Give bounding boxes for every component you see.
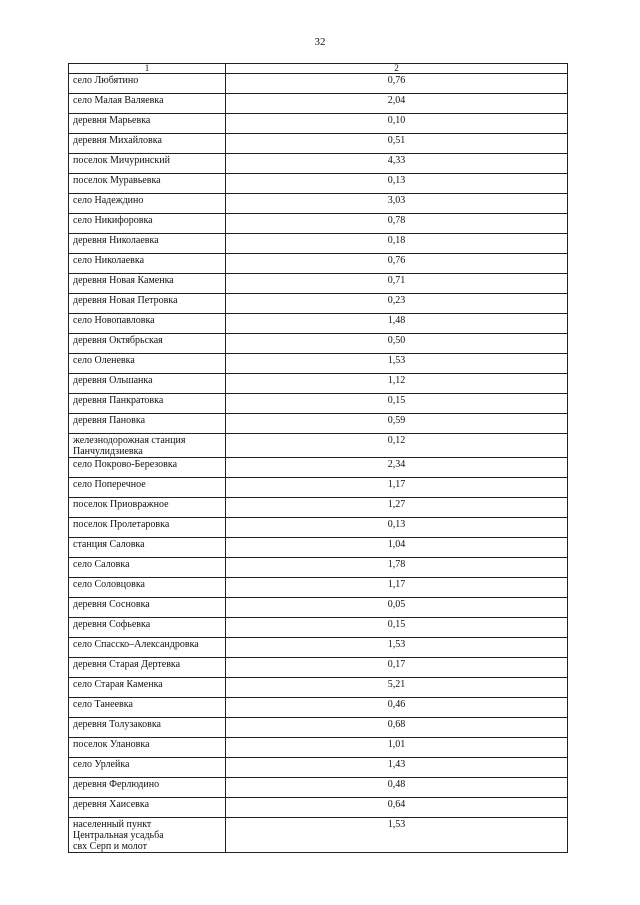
settlement-name-cell xyxy=(69,618,226,638)
settlement-value: 0,59 xyxy=(226,414,568,434)
settlement-name-cell xyxy=(69,458,226,478)
settlement-name-cell xyxy=(69,778,226,798)
settlement-value: 0,15 xyxy=(226,394,568,414)
settlement-value: 1,48 xyxy=(226,314,568,334)
settlement-value: 1,04 xyxy=(226,538,568,558)
settlement-value: 4,33 xyxy=(226,154,568,174)
settlement-name-cell xyxy=(69,394,226,414)
settlement-name-cell xyxy=(69,134,226,154)
settlement-value: 1,43 xyxy=(226,758,568,778)
settlement-value: 2,34 xyxy=(226,458,568,478)
settlement-name: населенный пункт xyxy=(73,819,152,830)
settlement-name-cell xyxy=(69,294,226,314)
settlement-name-cell xyxy=(69,558,226,578)
settlement-name: поселок Мичуринский xyxy=(73,155,170,166)
table-row xyxy=(69,678,568,698)
table-row xyxy=(69,578,568,598)
table-row xyxy=(69,718,568,738)
table-row xyxy=(69,434,568,458)
settlement-name: поселок Приовражное xyxy=(73,499,169,510)
settlement-name: село Малая Валяевка xyxy=(73,95,164,106)
table-row xyxy=(69,518,568,538)
settlement-value: 0,13 xyxy=(226,174,568,194)
settlement-value: 0,51 xyxy=(226,134,568,154)
table-row xyxy=(69,538,568,558)
settlement-value: 1,53 xyxy=(226,354,568,374)
settlement-name: деревня Октябрьская xyxy=(73,335,163,346)
settlement-value: 0,68 xyxy=(226,718,568,738)
settlement-value: 1,17 xyxy=(226,578,568,598)
settlement-name: деревня Панкратовка xyxy=(73,395,164,406)
settlement-name: деревня Николаевка xyxy=(73,235,159,246)
table-row xyxy=(69,778,568,798)
table-row xyxy=(69,658,568,678)
settlement-value: 5,21 xyxy=(226,678,568,698)
settlement-value: 0,23 xyxy=(226,294,568,314)
settlement-name-cell xyxy=(69,354,226,374)
settlement-name-cell xyxy=(69,678,226,698)
table-row xyxy=(69,94,568,114)
settlement-value: 0,78 xyxy=(226,214,568,234)
table-row xyxy=(69,234,568,254)
settlement-name: деревня Софьевка xyxy=(73,619,151,630)
settlement-name-cell xyxy=(69,434,226,458)
table-row xyxy=(69,134,568,154)
settlement-name: село Покрово-Березовка xyxy=(73,459,178,470)
settlement-name: деревня Новая Каменка xyxy=(73,275,174,286)
table-row xyxy=(69,618,568,638)
table-row xyxy=(69,818,568,853)
settlement-name-cell xyxy=(69,758,226,778)
settlement-name: село Никифоровка xyxy=(73,215,153,226)
settlement-name: поселок Пролетаровка xyxy=(73,519,170,530)
settlement-value: 3,03 xyxy=(226,194,568,214)
settlement-name-cell xyxy=(69,174,226,194)
settlement-value: 2,04 xyxy=(226,94,568,114)
column-header-2: 2 xyxy=(226,64,568,74)
settlement-name-cell xyxy=(69,314,226,334)
settlement-name-cell xyxy=(69,538,226,558)
settlement-value: 0,17 xyxy=(226,658,568,678)
settlement-value: 0,13 xyxy=(226,518,568,538)
settlement-name-cell xyxy=(69,334,226,354)
settlement-name-cell xyxy=(69,114,226,134)
settlement-name: село Оленевка xyxy=(73,355,135,366)
settlement-name-cell xyxy=(69,94,226,114)
table-row xyxy=(69,798,568,818)
settlement-name-cell xyxy=(69,718,226,738)
settlement-name-cell xyxy=(69,214,226,234)
settlement-name-cell xyxy=(69,254,226,274)
table-row xyxy=(69,478,568,498)
settlement-value: 0,05 xyxy=(226,598,568,618)
table-row xyxy=(69,254,568,274)
settlement-value: 0,48 xyxy=(226,778,568,798)
settlement-value: 1,01 xyxy=(226,738,568,758)
settlement-name-cell xyxy=(69,154,226,174)
settlement-value: 1,53 xyxy=(226,638,568,658)
settlement-name-cell xyxy=(69,274,226,294)
settlement-value: 1,17 xyxy=(226,478,568,498)
settlement-value: 0,76 xyxy=(226,254,568,274)
table-row xyxy=(69,394,568,414)
settlement-name-cell xyxy=(69,414,226,434)
settlement-name-cell xyxy=(69,578,226,598)
column-header-1: 1 xyxy=(69,64,226,74)
settlement-name: деревня Ольшанка xyxy=(73,375,153,386)
settlement-name: деревня Хаисевка xyxy=(73,799,150,810)
settlement-name: село Танеевка xyxy=(73,699,133,710)
settlement-name-cell xyxy=(69,498,226,518)
table-row xyxy=(69,214,568,234)
settlement-name-cell xyxy=(69,818,226,853)
settlement-name-cell xyxy=(69,698,226,718)
settlement-value: 0,46 xyxy=(226,698,568,718)
settlement-name: поселок Муравьевка xyxy=(73,175,161,186)
settlement-value: 1,27 xyxy=(226,498,568,518)
settlement-name-cell xyxy=(69,194,226,214)
settlement-value: 1,53 xyxy=(226,818,568,853)
settlement-name: Центральная усадьба xyxy=(73,830,164,841)
table-body xyxy=(69,74,568,853)
settlement-value: 0,15 xyxy=(226,618,568,638)
settlement-name: деревня Старая Дертевка xyxy=(73,659,181,670)
settlement-name-cell xyxy=(69,738,226,758)
settlement-name: деревня Толузаковка xyxy=(73,719,161,730)
table-row xyxy=(69,414,568,434)
settlement-name: село Поперечное xyxy=(73,479,146,490)
settlement-value: 0,10 xyxy=(226,114,568,134)
settlement-name: деревня Марьевка xyxy=(73,115,151,126)
table-row xyxy=(69,314,568,334)
settlements-table xyxy=(68,63,568,853)
settlement-value: 0,71 xyxy=(226,274,568,294)
table-row xyxy=(69,374,568,394)
settlement-value: 0,18 xyxy=(226,234,568,254)
settlement-name-cell xyxy=(69,638,226,658)
table-row xyxy=(69,758,568,778)
table-header-row xyxy=(69,64,568,74)
settlement-value: 0,76 xyxy=(226,74,568,94)
settlement-name: поселок Улановка xyxy=(73,739,150,750)
settlement-name: деревня Сосновка xyxy=(73,599,150,610)
settlement-value: 1,12 xyxy=(226,374,568,394)
table-row xyxy=(69,174,568,194)
settlement-value: 0,64 xyxy=(226,798,568,818)
table-row xyxy=(69,294,568,314)
settlement-name-cell xyxy=(69,658,226,678)
settlement-name: село Урлейка xyxy=(73,759,130,770)
page-number: 32 xyxy=(314,36,326,48)
settlement-name-cell xyxy=(69,798,226,818)
settlement-name-cell xyxy=(69,74,226,94)
settlement-name: станция Саловка xyxy=(73,539,145,550)
table-row xyxy=(69,698,568,718)
settlement-value: 0,50 xyxy=(226,334,568,354)
settlement-name-cell xyxy=(69,518,226,538)
table-row xyxy=(69,154,568,174)
table-row xyxy=(69,274,568,294)
settlement-value: 1,78 xyxy=(226,558,568,578)
settlement-name: село Спасско–Александровка xyxy=(73,639,199,650)
table-row xyxy=(69,598,568,618)
settlement-name-cell xyxy=(69,374,226,394)
settlement-name: село Саловка xyxy=(73,559,130,570)
settlement-name: село Старая Каменка xyxy=(73,679,163,690)
table-row xyxy=(69,498,568,518)
settlement-name: деревня Михайловка xyxy=(73,135,162,146)
settlement-name: село Любятино xyxy=(73,75,139,86)
table-row xyxy=(69,114,568,134)
settlement-name: свх Серп и молот xyxy=(73,841,148,852)
table-row xyxy=(69,354,568,374)
settlement-name: село Новопавловка xyxy=(73,315,155,326)
table-row xyxy=(69,558,568,578)
table-row xyxy=(69,638,568,658)
settlement-name: село Надеждино xyxy=(73,195,144,206)
settlement-name: железнодорожная станция xyxy=(73,435,186,446)
settlement-name: деревня Новая Петровка xyxy=(73,295,178,306)
settlement-name: село Николаевка xyxy=(73,255,145,266)
settlement-name-cell xyxy=(69,598,226,618)
table-row xyxy=(69,738,568,758)
settlement-name: село Соловцовка xyxy=(73,579,145,590)
settlement-name: Панчулидзиевка xyxy=(73,446,143,457)
settlement-name: деревня Пановка xyxy=(73,415,146,426)
table-row xyxy=(69,74,568,94)
settlement-name-cell xyxy=(69,234,226,254)
settlement-value: 0,12 xyxy=(226,434,568,458)
table-row xyxy=(69,458,568,478)
settlement-name-cell xyxy=(69,478,226,498)
settlement-name: деревня Ферлюдино xyxy=(73,779,160,790)
table-row xyxy=(69,194,568,214)
table-row xyxy=(69,334,568,354)
